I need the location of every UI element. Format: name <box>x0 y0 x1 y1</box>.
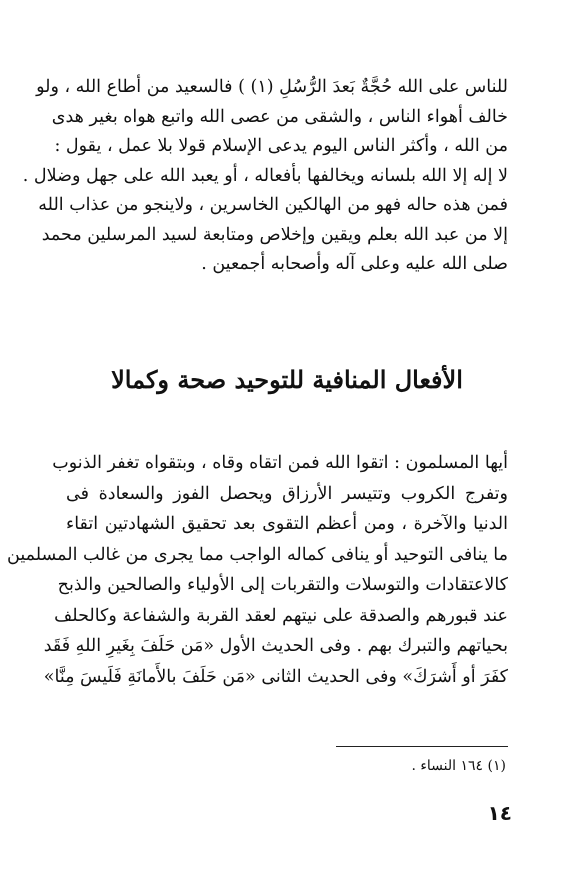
text-line: صلى الله عليه وعلى آله وأصحابه أجمعين . <box>201 254 508 274</box>
text-line: كفَرَ أو أَشرَكَ» وفى الحديث الثانى «مَن حَلَفَ بالأَمانَةِ فَلَيسَ مِنَّا» <box>43 666 508 687</box>
text-line: إلا من عبد الله بعلم ويقين وإخلاص ومتابعة لسيد المرسلين محمد <box>41 224 508 245</box>
page-number: ١٤ <box>487 801 512 825</box>
text-line: من الله ، وأكثر الناس اليوم يدعى الإسلام قولا بلا عمل ، يقول : <box>54 136 508 156</box>
text-line: الدنيا والآخرة ، ومن أعظم التقوى بعد تحقيق الشهادتين اتقاء <box>66 514 508 534</box>
section-heading: الأفعال المنافية للتوحيد صحة وكمالا <box>111 365 463 394</box>
text-line: خالف أهواء الناس ، والشقى من عصى الله واتبع هواه بغير هدى <box>51 106 508 127</box>
paragraph-intro <box>22 73 508 280</box>
text-line: للناس على الله حُجَّةٌ بَعدَ الرُّسُلِ (١) ) فالسعيد من أطاع الله ، ولو <box>36 77 508 97</box>
footnote: (١) ١٦٤ النساء . <box>411 758 506 774</box>
paragraph-body <box>7 448 508 692</box>
text-line: ما ينافى التوحيد أو ينافى كماله الواجب مما يجرى من غالب المسلمين <box>7 544 508 565</box>
text-line: كالاعتقادات والتوسلات والتقربات إلى الأولياء والصالحين والذبح <box>57 575 508 595</box>
text-line: أيها المسلمون : اتقوا الله فمن اتقاه وقاه ، وبتقواه تغفر الذنوب <box>52 453 508 473</box>
text-line: وتفرج الكروب وتتيسر الأرزاق ويحصل الفوز والسعادة فى <box>66 483 508 504</box>
footnote-divider <box>336 746 508 747</box>
text-line: لا إله إلا الله بلسانه ويخالفها بأفعاله ، أو يعبد الله على جهل وضلال . <box>22 165 508 186</box>
text-line: عند قبورهم والصدقة على نيتهم لعقد القربة والشفاعة وكالحلف <box>54 605 508 626</box>
text-line: فمن هذه حاله فهو من الهالكين الخاسرين ، ولاينجو من عذاب الله <box>38 195 508 215</box>
text-line: بحياتهم والتبرك بهم . وفى الحديث الأول «مَن حَلَفَ بِغَيرِ اللهِ فَقَد <box>43 636 508 656</box>
